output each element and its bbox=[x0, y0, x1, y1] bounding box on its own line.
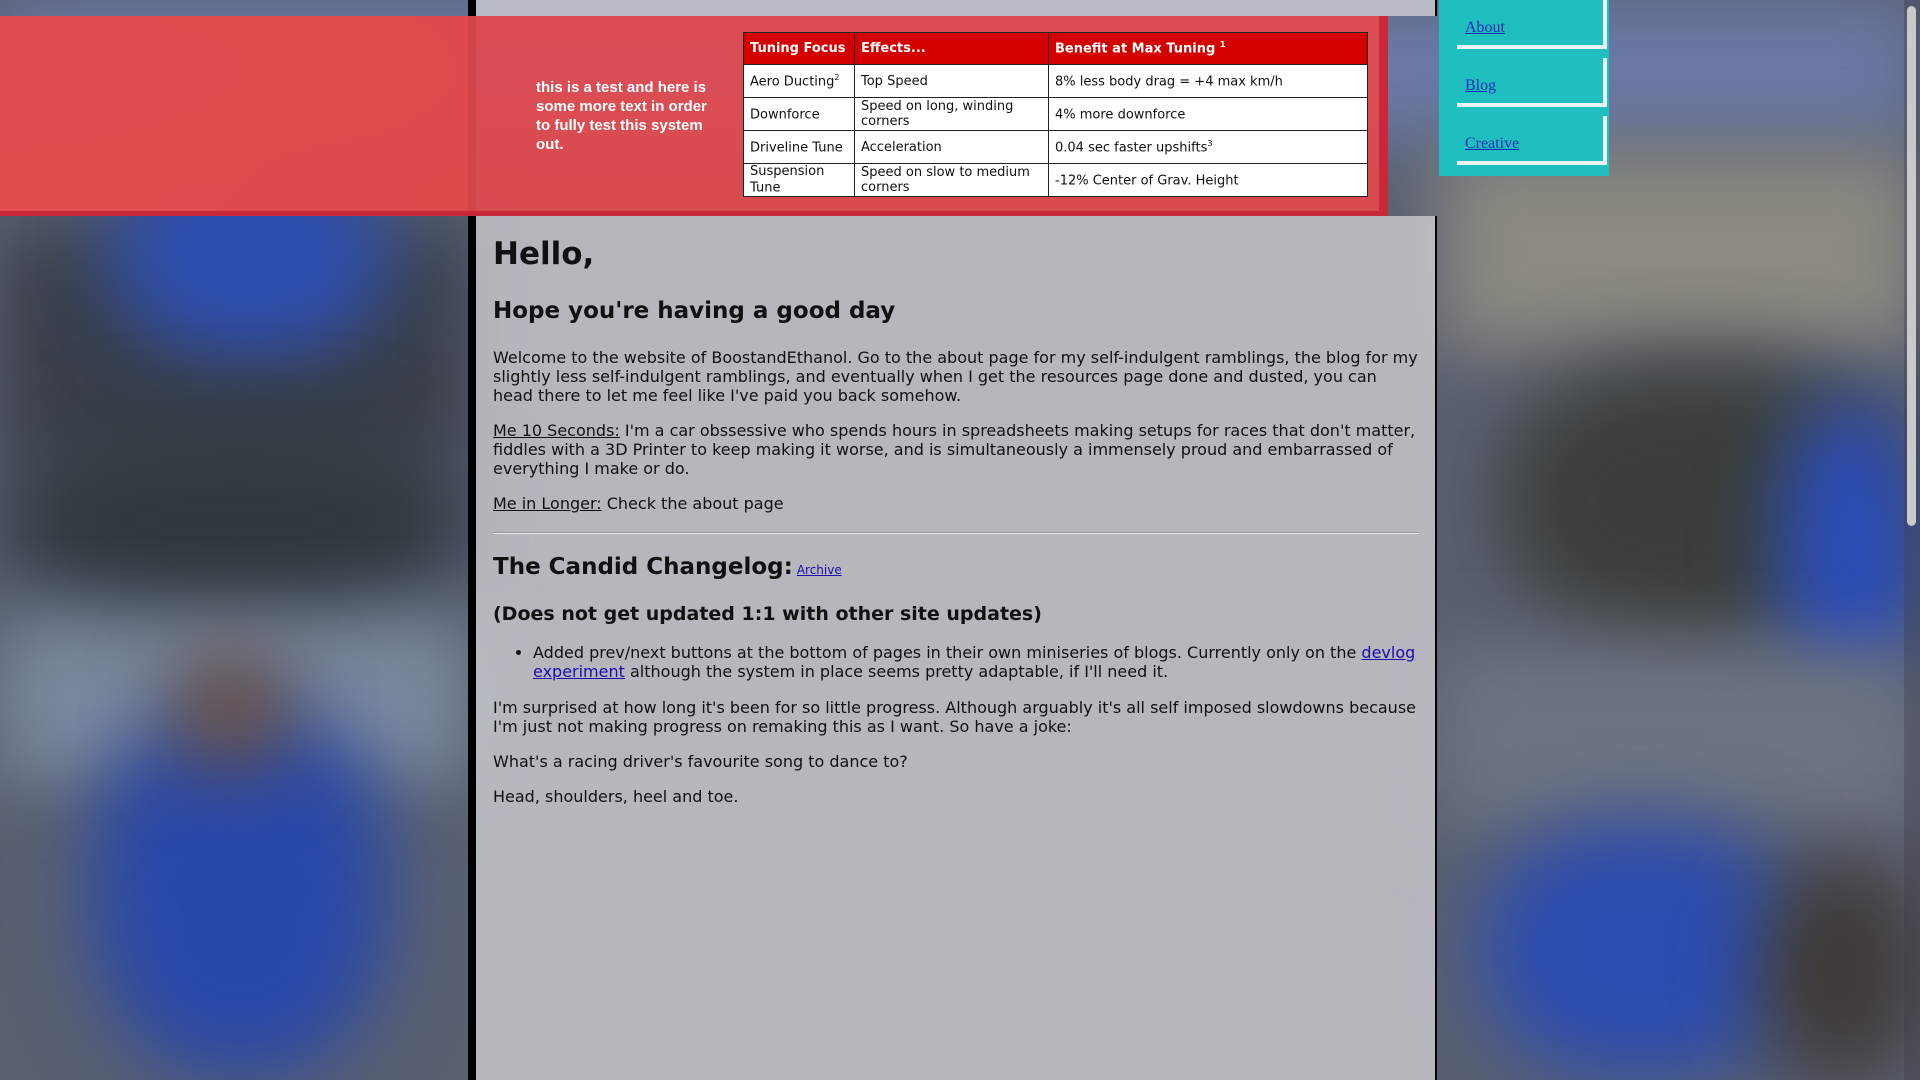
joke-punchline: Head, shoulders, heel and toe. bbox=[493, 787, 739, 806]
changelog-note: (Does not get updated 1:1 with other site updates) bbox=[493, 603, 1042, 625]
nav-link-about[interactable]: About bbox=[1465, 19, 1505, 36]
cell-effect: Acceleration bbox=[855, 131, 1049, 164]
cell-focus: Aero Ducting$^2$ bbox=[744, 65, 855, 98]
longer-label: Me in Longer: bbox=[493, 494, 602, 513]
side-nav bbox=[1439, 0, 1609, 176]
nav-link-blog[interactable]: Blog bbox=[1465, 77, 1497, 94]
header-effects: Effects... bbox=[855, 33, 1049, 65]
tuning-table-header bbox=[744, 33, 1368, 65]
main-top-strip bbox=[476, 0, 1437, 16]
cell-benefit: 4% more downforce bbox=[1049, 98, 1368, 131]
ten-seconds-paragraph bbox=[493, 421, 1419, 478]
bullet-text-before: Added prev/next buttons at the bottom of pages in their own miniseries of blogs. Currently only on the bbox=[533, 643, 1362, 662]
changelog-list bbox=[493, 643, 1419, 681]
welcome-paragraph: Welcome to the website of BoostandEthanol. Go to the about page for my self-indulgent ramblings, the blog for my slightly less self-indulgent ramblings, and eventually when I get the resources page done and dusted, you can head there to let me feel like I've paid you back somehow. bbox=[493, 348, 1418, 405]
cell-focus: Downforce bbox=[744, 98, 855, 131]
list-item bbox=[533, 643, 1419, 681]
changelog-heading bbox=[493, 554, 1419, 580]
table-row bbox=[744, 65, 1368, 98]
nav-item-about[interactable] bbox=[1457, 0, 1607, 49]
header-tuning-focus: Tuning Focus bbox=[744, 33, 855, 65]
cell-focus: Driveline Tune bbox=[744, 131, 855, 164]
table-row bbox=[744, 131, 1368, 164]
table-row bbox=[744, 98, 1368, 131]
scrollbar-thumb[interactable] bbox=[1907, 6, 1916, 526]
longer-text: Check the about page bbox=[601, 494, 784, 513]
page-subtitle: Hope you're having a good day bbox=[493, 298, 896, 324]
devlog-experiment-link[interactable]: devlog experiment bbox=[533, 643, 1416, 681]
bullet-text-after: although the system in place seems pretty adaptable, if I'll need it. bbox=[624, 662, 1169, 681]
longer-paragraph bbox=[493, 494, 1419, 513]
archive-link[interactable]: Archive bbox=[796, 563, 842, 577]
cell-benefit: 0.04 sec faster upshifts$^3$ bbox=[1049, 131, 1368, 164]
progress-paragraph: I'm surprised at how long it's been for so little progress. Although arguably it's all self imposed slowdowns because I'm just not making progress on remaking this as I want. So have a joke: bbox=[493, 698, 1416, 736]
cell-effect: Speed on slow to medium corners bbox=[855, 164, 1049, 197]
nav-item-creative[interactable] bbox=[1457, 116, 1607, 165]
cell-effect: Speed on long, winding corners bbox=[855, 98, 1049, 131]
ten-seconds-text: I'm a car obssessive who spends hours in spreadsheets making setups for races that don't matter, fiddles with a 3D Printer to keep making it worse, and is simultaneously a immensely proud and embarrassed of everything I make or do. bbox=[493, 421, 1416, 478]
cell-focus: Suspension Tune bbox=[744, 164, 855, 197]
cell-benefit: 8% less body drag = +4 max km/h bbox=[1049, 65, 1368, 98]
banner-text: this is a test and here is some more text in order to fully test this system out. bbox=[536, 79, 707, 153]
divider bbox=[493, 532, 1419, 534]
main-content bbox=[476, 216, 1437, 1080]
header-benefit: Benefit at Max Tuning $^1$ bbox=[1049, 33, 1368, 65]
nav-link-creative[interactable]: Creative bbox=[1465, 135, 1520, 152]
cell-benefit: -12% Center of Grav. Height bbox=[1049, 164, 1368, 197]
tuning-table bbox=[743, 32, 1368, 197]
ten-seconds-label: Me 10 Seconds: bbox=[493, 421, 620, 440]
cell-effect: Top Speed bbox=[855, 65, 1049, 98]
joke-question: What's a racing driver's favourite song to dance to? bbox=[493, 752, 908, 771]
table-row bbox=[744, 164, 1368, 197]
page-title: Hello, bbox=[493, 236, 595, 272]
changelog-title: The Candid Changelog: bbox=[493, 554, 793, 580]
nav-item-blog[interactable] bbox=[1457, 58, 1607, 107]
